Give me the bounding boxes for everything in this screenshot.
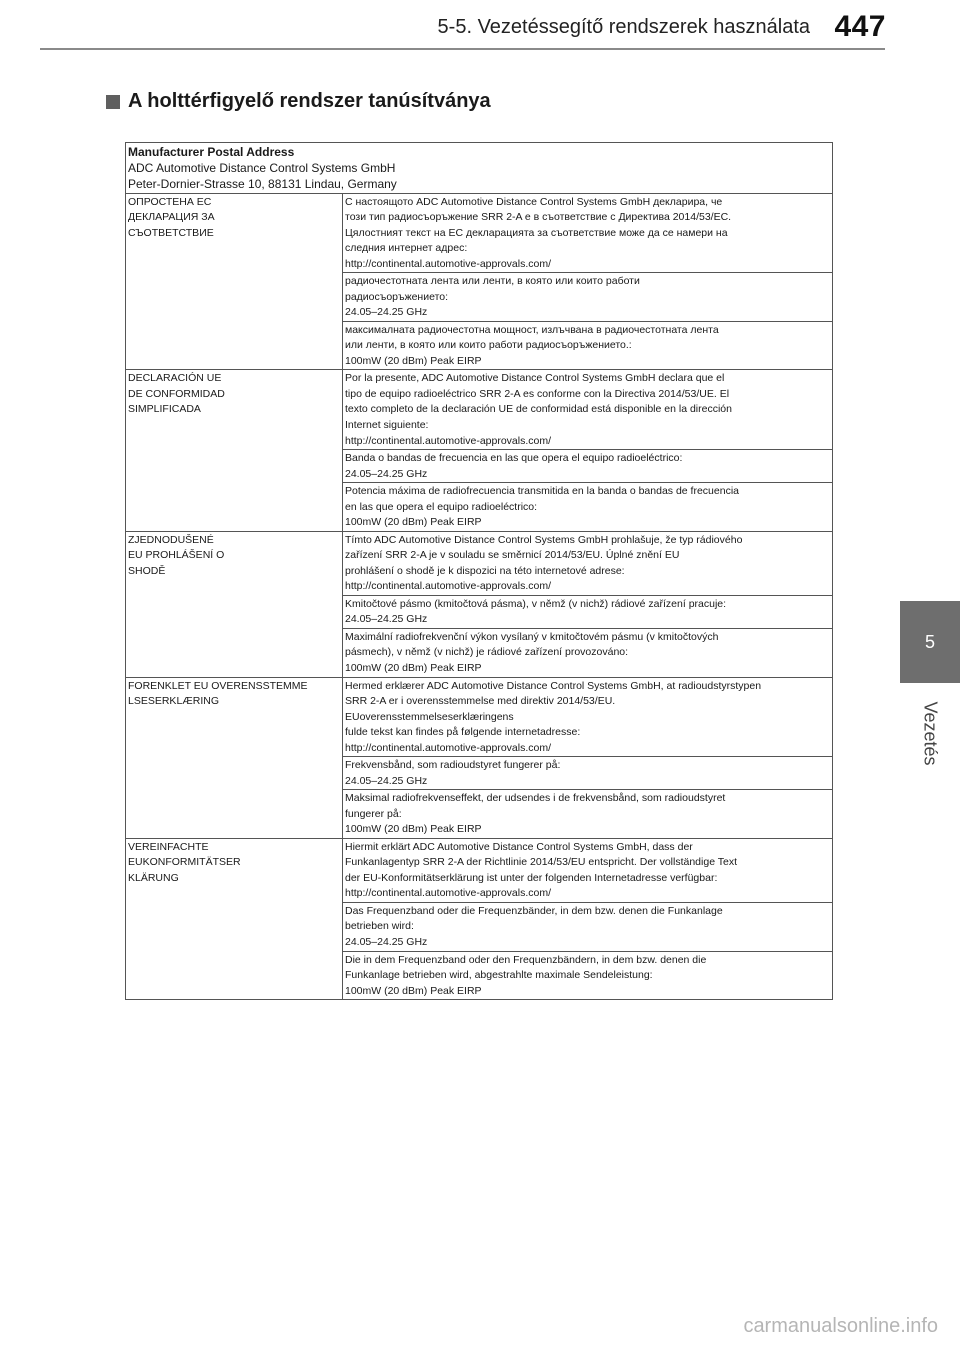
declaration-text-line: Banda o bandas de frecuencia en las que opera el equipo radioeléctrico: (345, 452, 683, 465)
declaration-text-line: Die in dem Frequenzband oder den Frequenzbändern, in dem bzw. denen die (345, 953, 707, 966)
declaration-text-line: 24.05–24.25 GHz (345, 613, 428, 626)
declaration-text-line: http://continental.automotive-approvals.com/ (345, 887, 552, 900)
declaration-title-line: VEREINFACHTE (128, 840, 209, 853)
declaration-text-line: der EU-Konformitätserklärung ist unter der folgenden Internetadresse verfügbar: (345, 871, 718, 884)
declaration-text-line: Funkanlage betrieben wird, abgestrahlte maximale Sendeleistung: (345, 969, 653, 982)
declaration-text-cell (343, 628, 833, 677)
declaration-text-line: prohlášení o shodě je k dispozici na této internetové adrese: (345, 564, 625, 577)
declaration-row (126, 838, 833, 902)
declaration-title-cell (126, 531, 343, 677)
header-divider (40, 48, 885, 50)
declaration-row (126, 531, 833, 595)
declaration-text-line: Kmitočtové pásmo (kmitočtová pásma), v němž (v nichž) rádiové zařízení pracuje: (345, 597, 727, 610)
declaration-text-line: Цялостният текст на ЕС декларацията за съответствие може да се намери на (345, 226, 728, 239)
declaration-title-cell (126, 838, 343, 999)
address-line: Peter-Dornier-Strasse 10, 88131 Lindau, Germany (128, 177, 397, 192)
declaration-text-line: Funkanlagentyp SRR 2-A der Richtlinie 2014/53/EU entspricht. Der vollständige Text (345, 856, 738, 869)
declaration-text-cell (343, 370, 833, 450)
square-bullet-icon (106, 95, 120, 109)
declaration-title-line: FORENKLET EU OVERENSSTEMME (128, 679, 308, 692)
declaration-text-line: или ленти, в която или които работи радиосъоръжението.: (345, 339, 632, 352)
declaration-text-line: Internet siguiente: (345, 419, 429, 431)
declaration-text-cell (343, 757, 833, 790)
declaration-text-cell (343, 193, 833, 273)
declaration-title-line: EUKONFORMITÄTSER (128, 856, 241, 869)
declaration-text-line: tipo de equipo radioeléctrico SRR 2-A es conforme con la Directiva 2014/53/UE. El (345, 387, 730, 400)
declaration-text-line: http://continental.automotive-approvals.com/ (345, 434, 552, 447)
declaration-text-cell (343, 902, 833, 951)
chapter-number: 5 (924, 631, 935, 652)
chapter-tab (900, 601, 960, 683)
declaration-text-line: 24.05–24.25 GHz (345, 467, 428, 480)
declaration-title-cell (126, 193, 343, 370)
declaration-text-line: Das Frequenzband oder die Frequenzbänder, in dem bzw. denen die Funkanlage (345, 904, 723, 917)
declaration-title-line: LSESERKLÆRING (128, 695, 220, 708)
page-number: 447 (834, 10, 886, 43)
certificate-table (125, 142, 833, 1000)
declaration-text-cell (343, 595, 833, 628)
declaration-title-line: ОПРОСТЕНА ЕС (128, 195, 212, 208)
watermark: carmanualsonline.info (743, 1315, 938, 1337)
declaration-text-line: http://continental.automotive-approvals.com/ (345, 741, 552, 754)
address-title: Manufacturer Postal Address (128, 145, 295, 159)
declaration-title-cell (126, 677, 343, 838)
declaration-text-cell (343, 790, 833, 839)
declaration-text-line: 100mW (20 dBm) Peak EIRP (345, 661, 482, 674)
declaration-row (126, 193, 833, 273)
declaration-text-cell (343, 531, 833, 595)
declaration-text-line: 24.05–24.25 GHz (345, 306, 428, 319)
declaration-title-line: ДЕКЛАРАЦИЯ ЗА (128, 211, 215, 224)
declaration-text-line: EUoverensstemmelseserklæringens (345, 710, 514, 723)
declaration-text-cell (343, 838, 833, 902)
declaration-title-line: DECLARACIÓN UE (128, 372, 222, 385)
declaration-text-line: zařízení SRR 2-A je v souladu se směrnicí 2014/53/EU. Úplné znění EU (345, 549, 680, 562)
section-heading-text: A holttérfigyelő rendszer tanúsítványa (128, 90, 491, 112)
declaration-text-line: този тип радиосъоръжение SRR 2-A е в съответствие с Директива 2014/53/ЕС. (345, 211, 732, 224)
declaration-text-line: betrieben wird: (345, 920, 414, 933)
declaration-text-line: http://continental.automotive-approvals.com/ (345, 580, 552, 593)
declaration-text-line: радиочестотната лента или ленти, в която или които работи (345, 275, 640, 288)
declaration-text-cell (343, 951, 833, 1000)
chapter-label: Vezetés (920, 700, 941, 766)
declaration-text-line: радиосъоръжението: (345, 290, 449, 303)
declaration-text-line: следния интернет адрес: (345, 242, 468, 255)
declaration-text-line: Por la presente, ADC Automotive Distance Control Systems GmbH declara que el (345, 372, 725, 385)
declaration-text-line: Frekvensbånd, som radioudstyret fungerer på: (345, 759, 561, 772)
address-cell (126, 143, 833, 194)
declaration-text-line: Hermed erklærer ADC Automotive Distance Control Systems GmbH, at radioudstyrstypen (345, 679, 762, 692)
declaration-text-line: 24.05–24.25 GHz (345, 936, 428, 948)
declaration-text-cell (343, 450, 833, 483)
declaration-title-line: EU PROHLÁŠENÍ O (128, 549, 225, 562)
chapter-label-container (900, 688, 960, 778)
declaration-title-line: DE CONFORMIDAD (128, 387, 225, 400)
declaration-text-cell (343, 677, 833, 757)
declaration-text-line: http://continental.automotive-approvals.com/ (345, 257, 552, 270)
declaration-title-line: SIMPLIFICADA (128, 403, 201, 416)
declaration-text-line: Tímto ADC Automotive Distance Control Systems GmbH prohlašuje, že typ rádiového (345, 533, 743, 546)
declaration-text-cell (343, 273, 833, 322)
declaration-text-line: Maximální radiofrekvenční výkon vysílaný v kmitočtovém pásmu (v kmitočtových (345, 630, 719, 643)
declaration-text-line: 24.05–24.25 GHz (345, 774, 428, 787)
declaration-text-line: максималната радиочестотна мощност, излъчвана в радиочестотната лента (345, 323, 719, 336)
declaration-text-line: 100mW (20 dBm) Peak EIRP (345, 354, 482, 367)
section-title: 5-5. Vezetéssegítő rendszerek használata (437, 16, 810, 38)
declaration-title-cell (126, 370, 343, 531)
declaration-text-line: texto completo de la declaración UE de conformidad está disponible en la dirección (345, 403, 732, 416)
declaration-text-line: 100mW (20 dBm) Peak EIRP (345, 823, 482, 836)
declaration-text-line: Maksimal radiofrekvenseffekt, der udsendes i de frekvensbånd, som radioudstyret (345, 792, 726, 805)
declaration-text-line: en las que opera el equipo radioeléctrico: (345, 500, 538, 513)
declaration-title-line: ZJEDNODUŠENÉ (128, 533, 214, 546)
address-line: ADC Automotive Distance Control Systems GmbH (128, 161, 396, 176)
page-header (0, 0, 960, 70)
declaration-text-line: SRR 2-A er i overensstemmelse med direktiv 2014/53/EU. (345, 695, 616, 708)
declaration-text-line: fungerer på: (345, 807, 402, 820)
declaration-text-line: fulde tekst kan findes på følgende internetadresse: (345, 726, 581, 739)
declaration-title-line: KLÄRUNG (128, 871, 179, 884)
declaration-text-cell (343, 483, 833, 532)
declaration-title-line: SHODĚ (128, 564, 166, 577)
declaration-text-line: 100mW (20 dBm) Peak EIRP (345, 516, 482, 529)
section-heading (106, 90, 491, 113)
declaration-row (126, 677, 833, 757)
declaration-text-line: 100mW (20 dBm) Peak EIRP (345, 984, 482, 997)
declaration-title-line: СЪОТВЕТСТВИЕ (128, 226, 214, 239)
declaration-text-line: pásmech), v němž (v nichž) je rádiové zařízení provozováno: (345, 646, 629, 659)
declaration-text-cell (343, 321, 833, 370)
address-row (126, 143, 833, 194)
declaration-text-line: Hiermit erklärt ADC Automotive Distance Control Systems GmbH, dass der (345, 840, 693, 853)
declaration-row (126, 370, 833, 450)
declaration-text-line: С настоящото ADC Automotive Distance Control Systems GmbH декларира, че (345, 195, 723, 208)
declaration-text-line: Potencia máxima de radiofrecuencia transmitida en la banda o bandas de frecuencia (345, 485, 739, 498)
